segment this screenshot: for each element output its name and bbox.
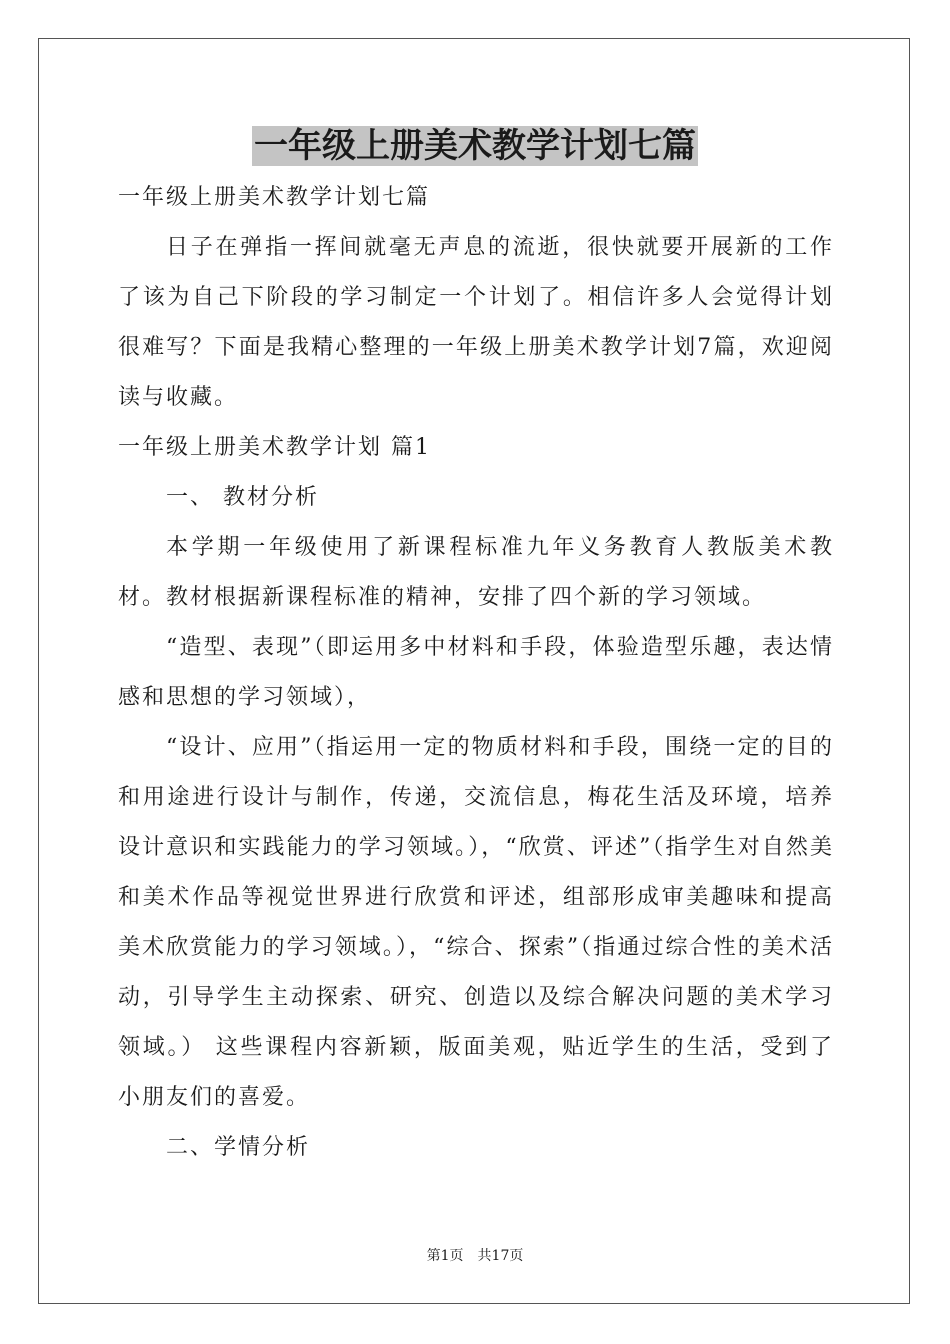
document-title-text: 一年级上册美术教学计划七篇: [254, 126, 696, 166]
intro-paragraph: 日子在弹指一挥间就毫无声息的流逝，很快就要开展新的工作了该为自己下阶段的学习制定一个计划了。相信许多人会觉得计划很难写？下面是我精心整理的一年级上册美术教学计划7篇，欢迎阅读与收藏。: [118, 235, 834, 410]
body-paragraph: 本学期一年级使用了新课程标准九年义务教育人教版美术教材。教材根据新课程标准的精神，安排了四个新的学习领域。: [118, 535, 834, 610]
page-total: 共17页: [477, 1248, 524, 1264]
body-paragraph: “造型、表现”（即运用多中材料和手段，体验造型乐趣，表达情感和思想的学习领域），: [118, 635, 834, 710]
page-footer: [0, 1246, 950, 1266]
document-body: [118, 173, 834, 1173]
subsection-heading-materials: 一、 教材分析: [166, 485, 319, 510]
subtitle-paragraph: 一年级上册美术教学计划七篇: [118, 185, 431, 210]
body-paragraph: “设计、应用”（指运用一定的物质材料和手段，围绕一定的目的和用途进行设计与制作，传递，交流信息，梅花生活及环境，培养设计意识和实践能力的学习领域。），“欣赏、评述”（指学生对自然美和美术作品等视觉世界进行欣赏和评述，组部形成审美趣味和提高美术欣赏能力的学习领域。），“综合、探索”（指通过综合性的美术活动，引导学生主动探索、研究、创造以及综合解决问题的美术学习领域。） 这些课程内容新颖，版面美观，贴近学生的生活，受到了小朋友们的喜爱。: [118, 735, 834, 1110]
section-heading: 一年级上册美术教学计划 篇1: [118, 435, 431, 460]
subsection-heading-students: 二、学情分析: [166, 1135, 311, 1160]
page-number: 第1页: [426, 1248, 464, 1264]
document-title: [0, 122, 950, 170]
